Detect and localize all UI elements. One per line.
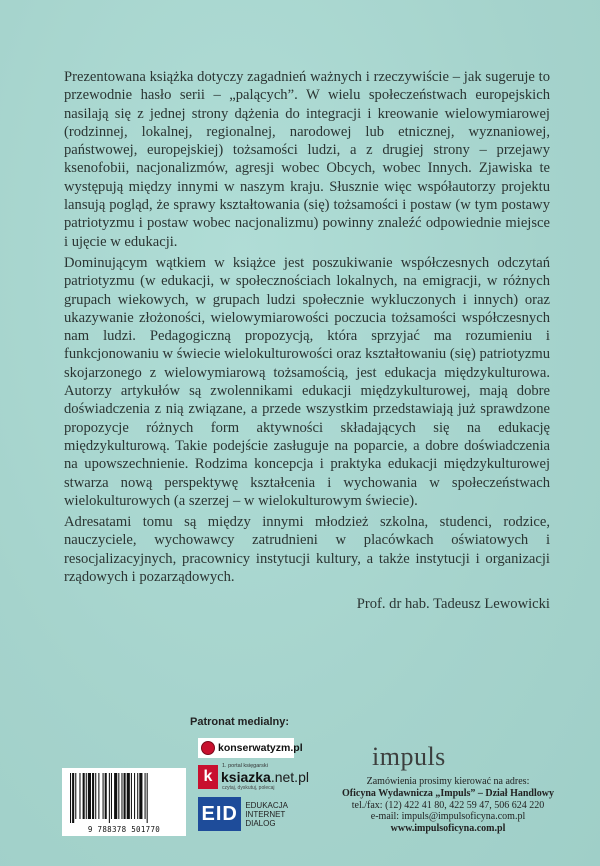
ksiazka-k-icon: k: [198, 765, 218, 789]
author-signature: Prof. dr hab. Tadeusz Lewowicki: [356, 596, 550, 612]
eid-logo: [198, 796, 288, 832]
paragraph-2: Dominującym wątkiem w książce jest poszukiwanie współczesnych odczytań patriotyzmu (w edukacji, w społecznościach lokalnych, na emigracji, w różnych grupach wiekowych, w grupach ludzi społecznie wykluczonych i innych) oraz ukazywanie złożoności, wielowymiarowości poczucia tożsamości współczesnych nam ludzi. Pedagogiczną propozycją, która sprzyjać ma rozumieniu i funkcjonowaniu w świecie wielokulturowości oraz kształtowaniu (się) patriotyzmu skojarzonego z wielowymiarową tożsamością, jest edukacja międzykulturowa. Autorzy artykułów są zwolennikami edukacji międzykulturowej, mają dobre doświadczenia z nią związane, a przede wszystkim przedstawiają już sprawdzone propozycje różnych form aktywności składających się na edukację międzykulturową. Takie podejście zasługuje na poparcie, a dobre doświadczenia na upowszechnienie. Rodzima koncepcja i praktyka edukacji międzykulturowej stwarza nową perspektywę kształcenia i wychowania w społeczeństwach wielokulturowych (a szerzej – w wielokulturowym świecie).: [64, 254, 550, 509]
paragraph-3: Adresatami tomu są między innymi młodzież szkolna, studenci, rodzice, nauczyciele, wychowawcy zatrudnieni w placówkach oświatowych i resocjalizacyjnych, pracownicy instytucji kultury, a także instytucji i organizacji rządowych i pozarządowych.: [64, 514, 550, 586]
paragraph-1: Prezentowana książka dotyczy zagadnień ważnych i rzeczywiście – jak sugeruje to przewodnie hasło serii – „palących”. W wielu społeczeństwach europejskich nasilają się z jednej strony dążenia do integracji i kreowanie wielowymiarowej (rodzinnej, lokalnej, regionalnej, narodowej lub etnicznej, wyznaniowej, państwowej, europejskiej) tożsamości ludzi, a z drugiej strony – przejawy ksenofobii, nacjonalizmów, agresji wobec Obcych, wobec Innych. Zjawiska te występują między innymi w naszym kraju. Słusznie więc współautorzy projektu lansują pogląd, że sprawy kształtowania (się) tożsamości i postaw (w tym postawy patriotyzmu i postaw wobec nacjonalizmu) powinny znaleźć odpowiednie miejsce i ujęcie w edukacji.: [64, 69, 550, 250]
barcode-digits: 9 788378 501770: [87, 825, 161, 834]
isbn-barcode: [62, 768, 186, 836]
impuls-logo: [372, 740, 452, 774]
publisher-phone: tel./fax: (12) 422 41 80, 422 59 47, 506 624 220: [351, 799, 545, 811]
impuls-wordmark: impuls: [372, 742, 446, 771]
barcode-bars: [70, 773, 178, 823]
konserwatyzm-logo: [198, 738, 303, 758]
eid-text: EDUKACJA INTERNET DIALOG: [245, 800, 288, 828]
ksiazka-name: ksiazka.net.pl: [221, 769, 309, 785]
media-patronage-label: Patronat medialny:: [190, 716, 290, 728]
konserwatyzm-text: konserwatyzm.pl: [218, 742, 303, 754]
publisher-name: Oficyna Wydawnicza „Impuls” – Dział Handlowy: [342, 787, 554, 799]
ksiazka-net-logo: [198, 762, 310, 792]
eid-mark: EID: [198, 797, 241, 831]
ksiazka-tagline: czytaj, dyskutuj, polecaj: [222, 785, 275, 791]
publisher-email: e-mail: impuls@impulsoficyna.com.pl: [370, 811, 526, 823]
back-cover-description: [64, 68, 550, 589]
konserwatyzm-icon: [201, 741, 215, 755]
publisher-contact: [318, 776, 578, 835]
order-intro: Zamówienia prosimy kierować na adres:: [366, 776, 530, 787]
publisher-website: www.impulsoficyna.com.pl: [390, 823, 506, 835]
ksiazka-subtitle: 1. portal księgarski: [222, 763, 268, 769]
